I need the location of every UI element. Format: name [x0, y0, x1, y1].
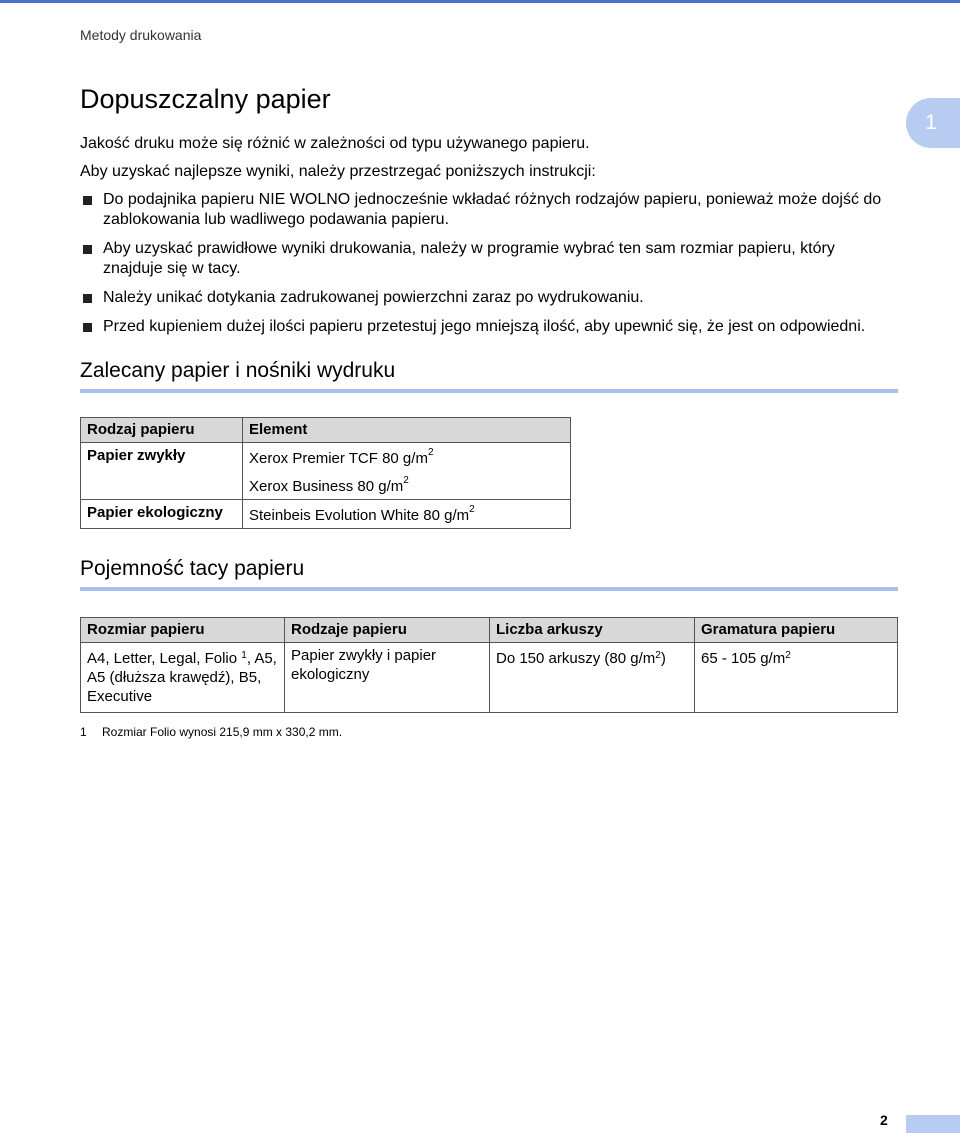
tray-capacity-table: [80, 617, 898, 713]
table-row: [81, 643, 898, 713]
sheet-count-cell: [490, 643, 695, 713]
column-header: Rodzaj papieru: [81, 418, 243, 443]
footnote: [80, 725, 898, 739]
list-item: [80, 239, 898, 279]
footnote-text: Rozmiar Folio wynosi 215,9 mm x 330,2 mm.: [102, 725, 343, 739]
superscript: 2: [469, 504, 475, 515]
section-heading-recommended-paper: Zalecany papier i nośniki wydruku: [80, 359, 898, 393]
list-item: [80, 190, 898, 230]
list-item-text: Do podajnika papieru NIE WOLNO jednocześnie wkładać różnych rodzajów papieru, ponieważ może dojść do zablokowania lub wadliwego podawania papieru.: [103, 191, 882, 228]
page-number-tab: [906, 1115, 960, 1133]
footnote-number: 1: [80, 725, 87, 739]
paper-item-text: Xerox Business 80 g/m: [249, 478, 404, 495]
column-header: Rozmiar papieru: [81, 618, 285, 643]
paper-item-cell: [243, 443, 571, 472]
top-rule: [0, 0, 960, 3]
page-number: 2: [880, 1112, 888, 1128]
bullet-square-icon: [83, 196, 92, 205]
column-header: Gramatura papieru: [695, 618, 898, 643]
column-header: Liczba arkuszy: [490, 618, 695, 643]
paper-item-cell: [243, 471, 571, 500]
bullet-square-icon: [83, 294, 92, 303]
column-header: Element: [243, 418, 571, 443]
bullet-square-icon: [83, 245, 92, 254]
paper-item-cell: [243, 500, 571, 529]
sheet-count-text: Do 150 arkuszy (80 g/m: [496, 650, 656, 667]
paper-weight-text: 65 - 105 g/m: [701, 650, 786, 667]
table-row: [81, 471, 571, 500]
footnote-ref: 1: [241, 650, 247, 661]
bullet-square-icon: [83, 323, 92, 332]
paper-size-cell: [81, 643, 285, 713]
intro-paragraph-1: Jakość druku może się różnić w zależności od typu używanego papieru.: [80, 135, 590, 152]
list-item-text: Przed kupieniem dużej ilości papieru przetestuj jego mniejszą ilość, aby upewnić się, że jest on odpowiedni.: [103, 318, 866, 335]
list-item: [80, 317, 898, 337]
page-title: Dopuszczalny papier: [80, 84, 331, 114]
paper-item-text: Steinbeis Evolution White 80 g/m: [249, 507, 470, 524]
paper-type-cell: [81, 471, 243, 500]
superscript: 2: [427, 447, 434, 458]
intro-paragraph-2: Aby uzyskać najlepsze wyniki, należy przestrzegać poniższych instrukcji:: [80, 163, 596, 180]
superscript: 2: [655, 650, 661, 661]
superscript: 2: [403, 475, 409, 486]
paper-size-text: , A5, A5 (dłuższa krawędź), B5, Executive: [87, 650, 277, 705]
chapter-tab: [906, 98, 960, 148]
page-content: [80, 80, 898, 739]
list-item-text: Aby uzyskać prawidłowe wyniki drukowania, należy w programie wybrać ten sam rozmiar papieru, który znajduje się w tacy.: [103, 240, 835, 277]
paper-weight-cell: [695, 643, 898, 713]
column-header: Rodzaje papieru: [285, 618, 490, 643]
paper-type-cell: Papier zwykły: [81, 443, 243, 472]
paper-item-text: Xerox Premier TCF 80 g/m: [249, 450, 428, 467]
list-item-text: Należy unikać dotykania zadrukowanej powierzchni zaraz po wydrukowaniu.: [103, 289, 644, 306]
table-row: [81, 500, 571, 529]
paper-type-cell: Papier ekologiczny: [81, 500, 243, 529]
superscript: 2: [785, 650, 791, 661]
sheet-count-text-end: ): [660, 650, 666, 667]
table-header-row: [81, 618, 898, 643]
instruction-list: [80, 190, 898, 337]
table-row: [81, 443, 571, 472]
chapter-number: 1: [925, 111, 937, 134]
list-item: [80, 288, 898, 308]
section-heading-tray-capacity: Pojemność tacy papieru: [80, 557, 898, 591]
table-header-row: [81, 418, 571, 443]
running-head: Metody drukowania: [80, 27, 202, 43]
paper-size-text: A4, Letter, Legal, Folio: [87, 650, 242, 667]
paper-types-cell: Papier zwykły i papier ekologiczny: [285, 643, 490, 713]
recommended-paper-table: [80, 417, 571, 529]
